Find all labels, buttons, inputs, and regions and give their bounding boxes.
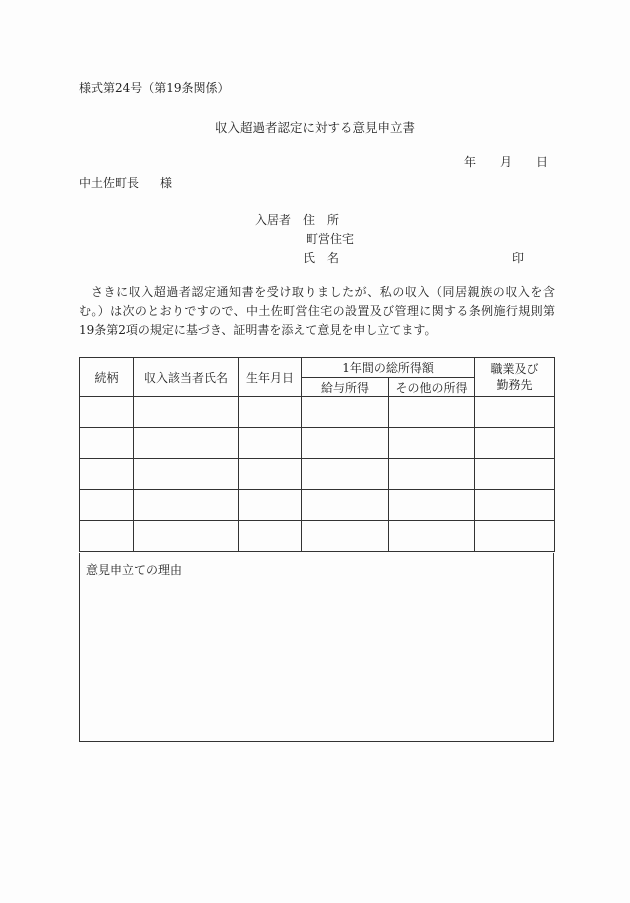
header-income-group: 1年間の総所得額	[302, 358, 475, 378]
header-relationship: 続柄	[80, 358, 134, 397]
cell-other-income[interactable]	[389, 490, 475, 521]
name-label: 氏 名	[303, 251, 340, 265]
addressee-honorific: 様	[160, 176, 173, 190]
cell-relationship[interactable]	[80, 490, 134, 521]
cell-birthdate[interactable]	[239, 428, 302, 459]
table-row	[80, 521, 555, 552]
reason-label: 意見申立ての理由	[86, 563, 183, 577]
cell-birthdate[interactable]	[239, 521, 302, 552]
cell-name[interactable]	[134, 428, 239, 459]
page-title: 収入超過者認定に対する意見申立書	[214, 120, 415, 135]
table-row	[80, 459, 555, 490]
body-text: さきに収入超過者認定通知書を受け取りましたが、私の収入（同居親族の収入を含む。）は次のとおりですので、中土佐町営住宅の設置及び管理に関する条例施行規則第19条第2項の規定に基づき、証明書を添えて意見を申し立てます。	[79, 285, 555, 337]
cell-occupation[interactable]	[475, 428, 555, 459]
cell-name[interactable]	[134, 521, 239, 552]
address-label: 住 所	[303, 213, 340, 227]
cell-birthdate[interactable]	[239, 490, 302, 521]
cell-other-income[interactable]	[389, 428, 475, 459]
income-table	[79, 357, 555, 552]
table-header-row	[80, 358, 555, 378]
cell-name[interactable]	[134, 459, 239, 490]
cell-salary[interactable]	[302, 459, 389, 490]
cell-other-income[interactable]	[389, 521, 475, 552]
cell-relationship[interactable]	[80, 521, 134, 552]
cell-salary[interactable]	[302, 397, 389, 428]
header-name: 収入該当者氏名	[134, 358, 239, 397]
date-day-label: 日	[536, 155, 549, 169]
header-occupation	[475, 358, 555, 397]
header-occupation-line1: 職業及び	[490, 362, 539, 376]
table-row	[80, 428, 555, 459]
cell-birthdate[interactable]	[239, 397, 302, 428]
cell-other-income[interactable]	[389, 397, 475, 428]
cell-relationship[interactable]	[80, 459, 134, 490]
header-occupation-line2: 勤務先	[496, 378, 533, 392]
cell-relationship[interactable]	[80, 428, 134, 459]
cell-salary[interactable]	[302, 428, 389, 459]
header-birthdate: 生年月日	[239, 358, 302, 397]
cell-other-income[interactable]	[389, 459, 475, 490]
date-month-label: 月	[500, 155, 513, 169]
cell-name[interactable]	[134, 490, 239, 521]
table-row	[80, 397, 555, 428]
cell-occupation[interactable]	[475, 459, 555, 490]
cell-occupation[interactable]	[475, 490, 555, 521]
date-year-label: 年	[464, 155, 477, 169]
cell-birthdate[interactable]	[239, 459, 302, 490]
housing-label: 町営住宅	[306, 232, 355, 246]
header-salary: 給与所得	[302, 378, 389, 397]
form-number: 様式第24号（第19条関係）	[79, 81, 230, 95]
cell-relationship[interactable]	[80, 397, 134, 428]
header-other-income: その他の所得	[389, 378, 475, 397]
applicant-label: 入居者	[255, 213, 292, 227]
cell-salary[interactable]	[302, 490, 389, 521]
table-row	[80, 490, 555, 521]
seal-label: 印	[512, 251, 525, 265]
cell-occupation[interactable]	[475, 397, 555, 428]
cell-salary[interactable]	[302, 521, 389, 552]
addressee: 中土佐町長	[79, 176, 140, 190]
cell-name[interactable]	[134, 397, 239, 428]
reason-box[interactable]	[79, 553, 554, 742]
cell-occupation[interactable]	[475, 521, 555, 552]
